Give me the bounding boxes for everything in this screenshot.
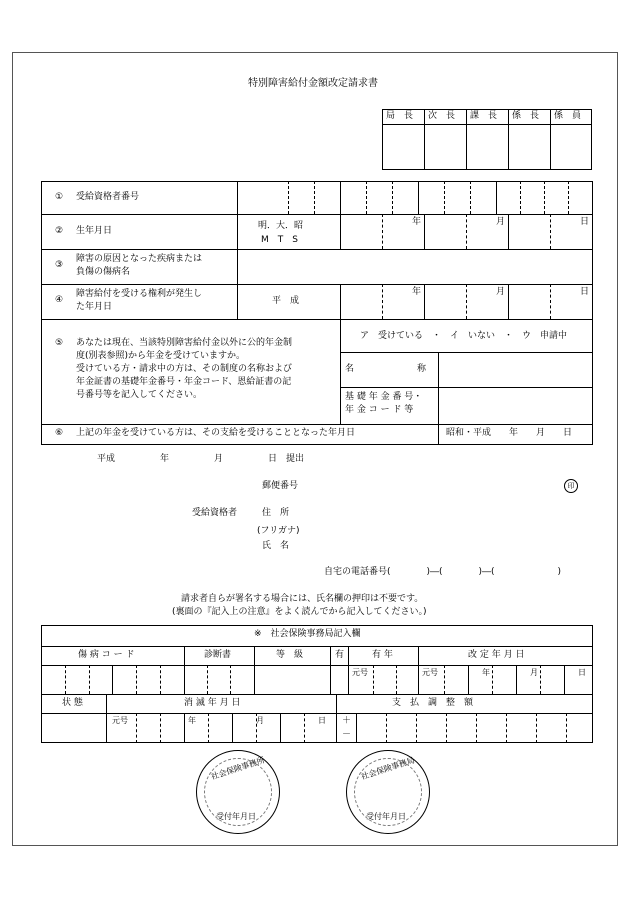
header-diagnosis: 診断書 bbox=[204, 650, 232, 660]
row2-era-roman: M T S bbox=[261, 235, 298, 245]
revision-gengo: 元号 bbox=[422, 668, 438, 677]
row1-label: 受給資格者番号 bbox=[76, 192, 140, 202]
header-disease-code: 傷 病 コ ー ド bbox=[78, 650, 135, 660]
note-line2: (裏面の『記入上の注意』をよく読んでから記入してください。) bbox=[172, 607, 427, 617]
header-yu: 有 bbox=[335, 650, 345, 660]
phone-label: 自宅の電話番号( )―( )―( ) bbox=[324, 567, 562, 577]
name-label: 氏 名 bbox=[262, 541, 290, 551]
extinction-year-unit: 年 bbox=[188, 716, 196, 725]
submission-date: 平成 年 月 日 提出 bbox=[97, 454, 305, 464]
row3-label-line1: 障害の原因となった疾病または bbox=[76, 254, 203, 264]
plus-sign: ＋ bbox=[342, 716, 352, 726]
approval-deputy: 次 長 bbox=[428, 111, 456, 121]
row5-code-label-line2: 年 金 コ ー ド 等 bbox=[345, 405, 414, 415]
header-payment-adjustment: 支 払 調 整 額 bbox=[392, 698, 474, 708]
row6-label: 上記の年金を受けている方は、その支給を受けることとなった年月日 bbox=[76, 428, 356, 438]
row3-label-line2: 負傷の傷病名 bbox=[76, 267, 131, 277]
row4-year-unit: 年 bbox=[412, 287, 422, 297]
row2-era-kanji: 明．大．昭 bbox=[258, 221, 304, 231]
row4-label-line1: 障害給付を受ける権利が発生し bbox=[76, 289, 203, 299]
row4-label-line2: た年月日 bbox=[76, 302, 113, 312]
stamp-left-bottom-text: 受付年月日 bbox=[216, 812, 256, 821]
applicant-label: 受給資格者 bbox=[192, 508, 238, 518]
furigana-label: (フリガナ) bbox=[257, 526, 300, 536]
row5-text-line5: 号番号等を記入してください。 bbox=[76, 390, 203, 400]
stamp-right-top-text: 社会保険事務局 bbox=[359, 755, 416, 782]
row2-label: 生年月日 bbox=[76, 226, 113, 236]
row5-number: ⑤ bbox=[55, 338, 64, 348]
revision-year-unit: 年 bbox=[482, 668, 490, 677]
postal-code-label: 郵便番号 bbox=[262, 481, 299, 491]
stamp-right-bottom-text: 受付年月日 bbox=[366, 812, 406, 821]
row5-text-line2: 度(別表参照)から年金を受けていますか。 bbox=[76, 351, 246, 361]
row2-month-unit: 月 bbox=[496, 217, 506, 227]
header-revision-date: 改 定 年 月 日 bbox=[468, 650, 525, 660]
row3-number: ③ bbox=[55, 260, 64, 270]
row1-number: ① bbox=[55, 192, 64, 202]
extinction-month-unit: 月 bbox=[256, 716, 264, 725]
approval-chief: 局 長 bbox=[386, 111, 414, 121]
row6-number: ⑥ bbox=[55, 428, 64, 438]
revision-month-unit: 月 bbox=[530, 668, 538, 677]
extinction-gengo: 元号 bbox=[112, 716, 128, 725]
header-status: 状 態 bbox=[62, 698, 83, 708]
row5-choices[interactable]: ア 受けている ・ イ いない ・ ウ 申請中 bbox=[360, 331, 568, 341]
row2-number: ② bbox=[55, 226, 64, 236]
row5-text-line3: 受けている方・請求中の方は、その制度の名称および bbox=[76, 364, 293, 374]
row4-number: ④ bbox=[55, 295, 64, 305]
stamp-bureau-reception bbox=[346, 750, 430, 834]
approval-subsection: 係 長 bbox=[512, 111, 540, 121]
approval-section: 課 長 bbox=[470, 111, 498, 121]
header-grade: 等 級 bbox=[276, 650, 304, 660]
row6-era-date: 昭和・平成 年 月 日 bbox=[446, 428, 573, 438]
header-extinction-date: 消 滅 年 月 日 bbox=[184, 698, 241, 708]
stamp-left-top-text: 社会保険事務所 bbox=[209, 755, 266, 782]
row4-era: 平 成 bbox=[272, 296, 300, 306]
yunen-gengo: 元号 bbox=[352, 668, 368, 677]
office-title: ※ 社会保険事務局記入欄 bbox=[254, 629, 361, 639]
row5-text-line4: 年金証書の基礎年金番号・年金コード、恩給証書の記 bbox=[76, 377, 292, 387]
header-yunen: 有 年 bbox=[372, 650, 393, 660]
form-title: 特別障害給付金額改定請求書 bbox=[248, 78, 378, 89]
approval-staff: 係 員 bbox=[554, 111, 582, 121]
seal-icon: 印 bbox=[564, 479, 578, 493]
stamp-office-reception bbox=[196, 750, 280, 834]
row2-year-unit: 年 bbox=[412, 217, 422, 227]
row4-month-unit: 月 bbox=[496, 287, 506, 297]
address-label: 住 所 bbox=[262, 508, 290, 518]
minus-sign: － bbox=[342, 730, 352, 740]
row2-day-unit: 日 bbox=[580, 217, 590, 227]
row5-text-line1: あなたは現在、当該特別障害給付金以外に公的年金制 bbox=[76, 338, 293, 348]
note-line1: 請求者自らが署名する場合には、氏名欄の押印は不要です。 bbox=[181, 594, 424, 604]
extinction-day-unit: 日 bbox=[318, 716, 326, 725]
row4-day-unit: 日 bbox=[580, 287, 590, 297]
row5-name-label: 名 称 bbox=[345, 364, 427, 374]
revision-day-unit: 日 bbox=[578, 668, 586, 677]
row5-code-label-line1: 基 礎 年 金 番 号・ bbox=[345, 392, 423, 402]
